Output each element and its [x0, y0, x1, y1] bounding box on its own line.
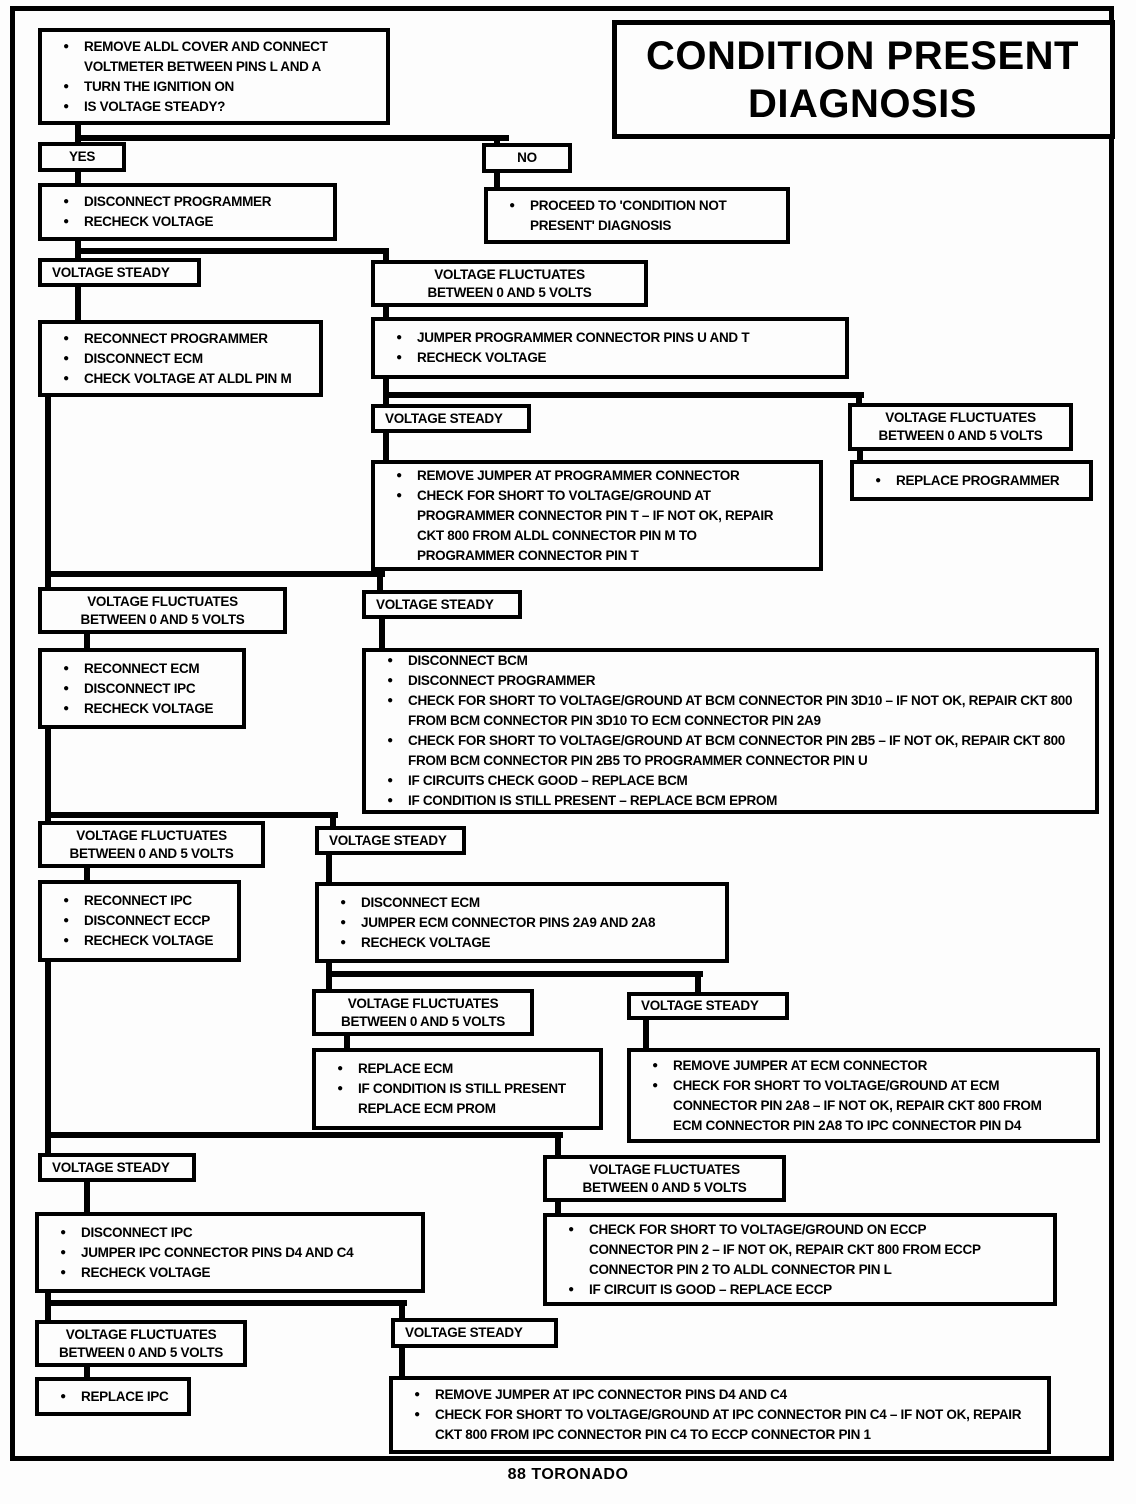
- bullet-icon: ●: [60, 1390, 66, 1402]
- node-voltage-fluctuates-4: [38, 821, 265, 868]
- bullet-text: CHECK VOLTAGE AT ALDL PIN M: [84, 370, 292, 386]
- bullet-item: [381, 486, 779, 566]
- bullet-item: [48, 97, 378, 117]
- bullet-item: [48, 699, 234, 719]
- bullet-text: TURN THE IGNITION ON: [84, 78, 234, 94]
- node-yes: [38, 142, 126, 172]
- bullet-icon: ●: [63, 40, 69, 52]
- bullet-text: CHECK FOR SHORT TO VOLTAGE/GROUND AT BCM CONNECTOR PIN 2B5 – IF NOT OK, REPAIR CKT 800 FROM BCM CONNECTOR PIN 2B5 TO PROGRAMMER CONNECTOR PIN U: [408, 733, 1065, 768]
- page-title: CONDITION PRESENT DIAGNOSIS: [646, 33, 1079, 126]
- bullet-icon: ●: [396, 352, 402, 363]
- bullet-item: [48, 349, 311, 369]
- decision-label: VOLTAGE STEADY: [376, 596, 494, 612]
- bullet-item: [48, 192, 325, 212]
- connector-line: [379, 619, 385, 648]
- bullet-text: REMOVE JUMPER AT PROGRAMMER CONNECTOR: [417, 467, 740, 483]
- bullet-item: [45, 1243, 413, 1263]
- bullet-text: PROCEED TO 'CONDITION NOT PRESENT' DIAGNOSIS: [530, 197, 727, 233]
- node-voltage-fluctuates-1: [371, 260, 648, 307]
- bullet-text: DISCONNECT PROGRAMMER: [408, 673, 596, 688]
- bullet-item: [48, 659, 234, 679]
- node-reconnect-programmer: [38, 320, 323, 397]
- bullet-item: [553, 1220, 1013, 1280]
- bullet-text: RECHECK VOLTAGE: [84, 700, 214, 716]
- bullet-text: REPLACE IPC: [81, 1388, 169, 1404]
- bullet-icon: ●: [63, 372, 69, 384]
- bullet-text: REMOVE JUMPER AT ECM CONNECTOR: [673, 1057, 928, 1073]
- bullet-text: REMOVE JUMPER AT IPC CONNECTOR PINS D4 AND C4: [435, 1387, 787, 1402]
- decision-label: VOLTAGE STEADY: [52, 1159, 170, 1175]
- bullet-item: [48, 369, 311, 389]
- connector-line: [383, 392, 864, 398]
- bullet-item: [372, 791, 1087, 811]
- connector-line: [45, 812, 338, 818]
- node-proceed-not-present: [484, 187, 790, 244]
- bullet-icon: ●: [337, 1083, 343, 1094]
- node-remove-jumper-ipc: [389, 1376, 1051, 1454]
- bullet-icon: ●: [63, 915, 69, 926]
- bullet-item: [325, 913, 717, 933]
- bullet-icon: ●: [340, 916, 346, 928]
- bullet-text: CHECK FOR SHORT TO VOLTAGE/GROUND AT IPC CONNECTOR PIN C4 – IF NOT OK, REPAIR CKT 800 FROM IPC CONNECTOR PIN C4 TO ECCP CONNECTOR PIN 1: [435, 1407, 1022, 1442]
- node-replace-ipc: [35, 1377, 191, 1416]
- node-jumper-ecm: [315, 882, 729, 963]
- bullet-text: RECONNECT ECM: [84, 660, 200, 676]
- bullet-text: RECHECK VOLTAGE: [84, 214, 214, 229]
- node-voltage-steady-7: [391, 1318, 558, 1348]
- connector-line: [555, 1132, 561, 1155]
- decision-label: VOLTAGE STEADY: [641, 998, 759, 1013]
- node-bcm-checks: [362, 648, 1099, 814]
- bullet-icon: ●: [396, 489, 402, 501]
- connector-line: [84, 1182, 90, 1212]
- node-voltage-steady-6: [38, 1153, 196, 1182]
- bullet-icon: ●: [63, 100, 69, 112]
- bullet-icon: ●: [63, 702, 69, 714]
- bullet-item: [399, 1405, 1039, 1445]
- connector-line: [75, 135, 509, 141]
- node-remove-jumper-ecm: [627, 1048, 1100, 1143]
- node-voltage-steady-3: [362, 590, 522, 619]
- bullet-icon: ●: [340, 896, 346, 908]
- decision-label: VOLTAGE FLUCTUATES BETWEEN 0 AND 5 VOLTS: [69, 827, 234, 861]
- bullet-icon: ●: [414, 1409, 420, 1420]
- bullet-icon: ●: [396, 469, 402, 481]
- bullet-text: DISCONNECT ECCP: [84, 913, 211, 928]
- bullet-icon: ●: [509, 199, 515, 211]
- decision-label: VOLTAGE STEADY: [385, 410, 503, 426]
- bullet-item: [48, 212, 325, 232]
- bullet-text: RECHECK VOLTAGE: [361, 934, 491, 950]
- bullet-item: [381, 328, 837, 348]
- bullet-icon: ●: [60, 1266, 66, 1278]
- connector-line: [75, 287, 81, 320]
- bullet-icon: ●: [396, 332, 402, 343]
- node-start: [38, 28, 390, 125]
- bullet-icon: ●: [63, 216, 69, 227]
- bullet-text: RECHECK VOLTAGE: [417, 350, 547, 365]
- node-voltage-steady-5: [627, 992, 789, 1020]
- node-voltage-fluctuates-6: [543, 1155, 786, 1202]
- bullet-icon: ●: [63, 682, 69, 694]
- node-jumper-ipc: [35, 1212, 425, 1293]
- node-reconnect-ecm: [38, 648, 246, 729]
- connector-line: [84, 1367, 90, 1377]
- bullet-text: CHECK FOR SHORT TO VOLTAGE/GROUND AT BCM CONNECTOR PIN 3D10 – IF NOT OK, REPAIR CKT 800 FROM BCM CONNECTOR PIN 3D10 TO ECM CONNECTOR PIN 2A9: [408, 693, 1073, 728]
- bullet-item: [399, 1385, 1039, 1405]
- decision-label: VOLTAGE STEADY: [405, 1325, 523, 1340]
- connector-line: [377, 571, 383, 592]
- bullet-item: [45, 1387, 179, 1407]
- bullet-item: [637, 1076, 1066, 1136]
- node-jumper-programmer: [371, 317, 849, 379]
- bullet-text: JUMPER PROGRAMMER CONNECTOR PINS U AND T: [417, 330, 750, 345]
- bullet-icon: ●: [568, 1283, 574, 1295]
- bullet-icon: ●: [387, 675, 393, 686]
- connector-line: [45, 1300, 407, 1306]
- bullet-text: IF CIRCUIT IS GOOD – REPLACE ECCP: [589, 1281, 832, 1297]
- bullet-item: [553, 1280, 1013, 1300]
- bullet-item: [372, 671, 1087, 691]
- connector-line: [84, 634, 90, 648]
- bullet-item: [48, 329, 311, 349]
- connector-line: [326, 855, 332, 882]
- bullet-text: REMOVE ALDL COVER AND CONNECT VOLTMETER BETWEEN PINS L AND A: [84, 38, 328, 74]
- bullet-text: DISCONNECT BCM: [408, 653, 528, 668]
- bullet-icon: ●: [652, 1079, 658, 1091]
- node-replace-ecm: [312, 1048, 603, 1130]
- bullet-text: CHECK FOR SHORT TO VOLTAGE/GROUND AT PROGRAMMER CONNECTOR PIN T – IF NOT OK, REPAIR CKT 800 FROM ALDL CONNECTOR PIN M TO PROGRAMMER CONNECTOR PIN T: [417, 487, 774, 563]
- connector-line: [383, 433, 389, 460]
- bullet-icon: ●: [568, 1223, 574, 1235]
- bullet-icon: ●: [387, 655, 393, 666]
- bullet-item: [48, 891, 229, 911]
- node-voltage-fluctuates-5: [312, 989, 534, 1036]
- bullet-item: [372, 691, 1087, 731]
- bullet-text: IS VOLTAGE STEADY?: [84, 98, 226, 114]
- bullet-item: [372, 731, 1087, 771]
- connector-line: [399, 1348, 405, 1376]
- node-reconnect-ipc: [38, 880, 241, 962]
- bullet-item: [637, 1056, 1066, 1076]
- bullet-icon: ●: [63, 80, 69, 92]
- node-eccp-check: [543, 1213, 1057, 1306]
- connector-line: [45, 729, 51, 823]
- bullet-text: RECHECK VOLTAGE: [84, 933, 214, 948]
- decision-label: VOLTAGE FLUCTUATES BETWEEN 0 AND 5 VOLTS: [80, 593, 245, 627]
- bullet-text: RECONNECT IPC: [84, 893, 192, 908]
- bullet-icon: ●: [63, 935, 69, 946]
- bullet-item: [494, 196, 778, 236]
- bullet-item: [48, 911, 229, 931]
- bullet-icon: ●: [387, 695, 393, 706]
- bullet-item: [372, 771, 1087, 791]
- bullet-text: REPLACE ECM: [358, 1061, 453, 1076]
- bullet-item: [48, 679, 234, 699]
- decision-label: VOLTAGE FLUCTUATES BETWEEN 0 AND 5 VOLTS: [582, 1161, 747, 1195]
- bullet-item: [48, 37, 378, 77]
- bullet-text: RECHECK VOLTAGE: [81, 1264, 211, 1280]
- bullet-icon: ●: [60, 1226, 66, 1238]
- connector-line: [643, 1020, 649, 1048]
- bullet-icon: ●: [387, 775, 393, 786]
- bullet-icon: ●: [60, 1246, 66, 1258]
- bullet-icon: ●: [387, 795, 393, 806]
- bullet-item: [325, 893, 717, 913]
- node-remove-jumper-programmer: [371, 460, 823, 571]
- connector-line: [326, 971, 703, 977]
- bullet-icon: ●: [63, 196, 69, 207]
- bullet-item: [48, 931, 229, 951]
- bullet-item: [381, 466, 779, 486]
- connector-line: [75, 248, 389, 254]
- connector-line: [45, 1132, 563, 1138]
- decision-label: YES: [68, 149, 96, 164]
- bullet-icon: ●: [414, 1389, 420, 1400]
- bullet-text: DISCONNECT IPC: [81, 1224, 193, 1240]
- bullet-item: [860, 471, 1081, 491]
- bullet-item: [45, 1263, 413, 1283]
- bullet-icon: ●: [63, 352, 69, 364]
- bullet-icon: ●: [652, 1059, 658, 1071]
- connector-line: [45, 571, 385, 577]
- bullet-text: DISCONNECT IPC: [84, 680, 196, 696]
- decision-label: VOLTAGE FLUCTUATES BETWEEN 0 AND 5 VOLTS: [341, 995, 505, 1029]
- node-voltage-steady-2: [371, 404, 531, 433]
- bullet-item: [48, 77, 378, 97]
- bullet-text: IF CONDITION IS STILL PRESENT – REPLACE BCM EPROM: [408, 793, 778, 808]
- bullet-item: [372, 651, 1087, 671]
- connector-line: [695, 971, 701, 992]
- bullet-text: IF CONDITION IS STILL PRESENT REPLACE ECM PROM: [358, 1081, 566, 1116]
- decision-label: NO: [517, 150, 537, 165]
- bullet-item: [325, 933, 717, 953]
- node-no: [482, 143, 572, 173]
- connector-line: [344, 1036, 350, 1048]
- bullet-icon: ●: [63, 332, 69, 344]
- decision-label: VOLTAGE FLUCTUATES BETWEEN 0 AND 5 VOLTS: [59, 1326, 223, 1360]
- connector-line: [45, 1293, 51, 1322]
- node-voltage-steady-4: [315, 826, 466, 855]
- bullet-item: [381, 348, 837, 368]
- bullet-text: CHECK FOR SHORT TO VOLTAGE/GROUND AT ECM CONNECTOR PIN 2A8 – IF NOT OK, REPAIR CKT 800 FROM ECM CONNECTOR PIN 2A8 TO IPC CONNECTOR PIN D4: [673, 1077, 1042, 1133]
- bullet-icon: ●: [63, 895, 69, 906]
- node-voltage-fluctuates-2: [848, 403, 1073, 451]
- bullet-item: [322, 1059, 591, 1079]
- bullet-icon: ●: [340, 936, 346, 948]
- bullet-item: [45, 1223, 413, 1243]
- bullet-text: DISCONNECT PROGRAMMER: [84, 194, 272, 209]
- bullet-text: JUMPER ECM CONNECTOR PINS 2A9 AND 2A8: [361, 914, 656, 930]
- node-voltage-steady-1: [38, 258, 201, 287]
- title-box: [612, 20, 1115, 139]
- page-footer: 88 TORONADO: [507, 1466, 629, 1483]
- bullet-text: REPLACE PROGRAMMER: [896, 472, 1060, 488]
- bullet-text: RECONNECT PROGRAMMER: [84, 330, 268, 346]
- node-voltage-fluctuates-7: [35, 1320, 247, 1367]
- node-replace-programmer: [850, 460, 1093, 501]
- decision-label: VOLTAGE STEADY: [52, 264, 170, 280]
- connector-line: [45, 962, 51, 1155]
- bullet-text: IF CIRCUITS CHECK GOOD – REPLACE BCM: [408, 773, 688, 788]
- bullet-text: DISCONNECT ECM: [84, 350, 203, 366]
- bullet-text: DISCONNECT ECM: [361, 894, 480, 910]
- bullet-icon: ●: [337, 1063, 343, 1074]
- bullet-icon: ●: [875, 474, 881, 486]
- bullet-icon: ●: [387, 735, 393, 746]
- decision-label: VOLTAGE FLUCTUATES BETWEEN 0 AND 5 VOLTS: [427, 266, 592, 300]
- bullet-text: CHECK FOR SHORT TO VOLTAGE/GROUND ON ECCP CONNECTOR PIN 2 – IF NOT OK, REPAIR CKT 800 FROM ECCP CONNECTOR PIN 2 TO ALDL CONNECTOR PIN L: [589, 1221, 981, 1277]
- connector-line: [45, 397, 51, 575]
- connector-line: [399, 1300, 405, 1318]
- node-disconnect-programmer: [38, 183, 337, 241]
- decision-label: VOLTAGE STEADY: [329, 832, 447, 848]
- bullet-icon: ●: [63, 662, 69, 674]
- bullet-text: JUMPER IPC CONNECTOR PINS D4 AND C4: [81, 1244, 354, 1260]
- node-voltage-fluctuates-3: [38, 587, 287, 634]
- bullet-item: [322, 1079, 591, 1119]
- decision-label: VOLTAGE FLUCTUATES BETWEEN 0 AND 5 VOLTS: [878, 410, 1043, 443]
